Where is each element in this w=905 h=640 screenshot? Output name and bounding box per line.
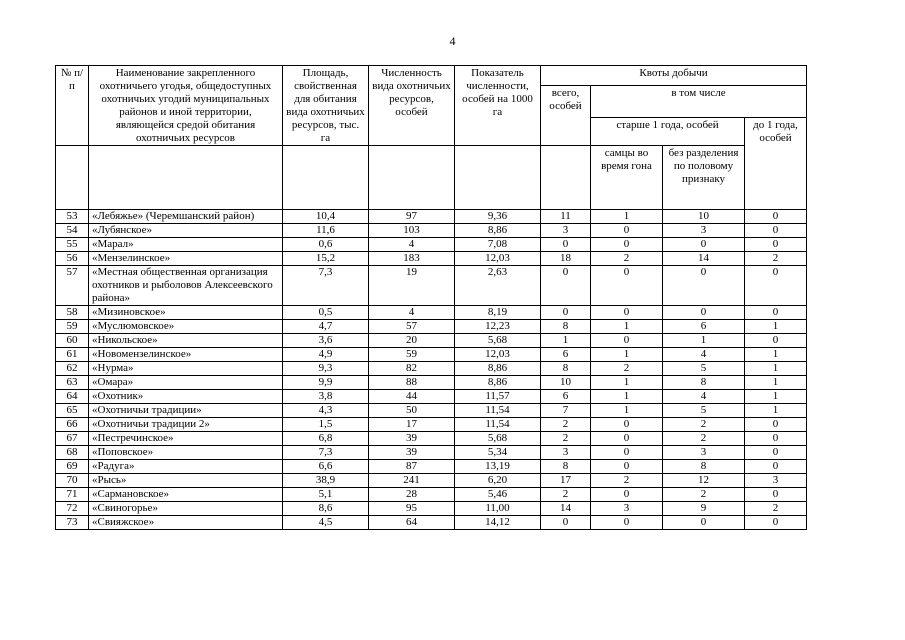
- cell-num: 55: [56, 238, 89, 252]
- cell-density: 8,19: [455, 306, 541, 320]
- cell-males: 1: [591, 404, 663, 418]
- cell-density: 8,86: [455, 362, 541, 376]
- table-row: [56, 502, 807, 516]
- table-row: [56, 460, 807, 474]
- header-count: Численность вида охотничьих ресурсов, особей: [369, 66, 455, 146]
- table-row: [56, 488, 807, 502]
- cell-under: 0: [745, 460, 807, 474]
- cell-name: «Охотник»: [89, 390, 283, 404]
- cell-num: 53: [56, 210, 89, 224]
- cell-name: «Пестречинское»: [89, 432, 283, 446]
- cell-under: 3: [745, 474, 807, 488]
- header-spacer-2: [89, 146, 283, 210]
- table-row: [56, 266, 807, 306]
- header-quota-group: Квоты добычи: [541, 66, 807, 86]
- quota-table: [55, 65, 807, 530]
- cell-nosex: 8: [663, 460, 745, 474]
- cell-area: 5,1: [283, 488, 369, 502]
- cell-nosex: 5: [663, 404, 745, 418]
- cell-num: 67: [56, 432, 89, 446]
- cell-nosex: 5: [663, 362, 745, 376]
- cell-under: 2: [745, 502, 807, 516]
- cell-nosex: 3: [663, 224, 745, 238]
- cell-density: 11,00: [455, 502, 541, 516]
- cell-area: 0,6: [283, 238, 369, 252]
- cell-name: «Охотничьи традиции 2»: [89, 418, 283, 432]
- cell-area: 4,3: [283, 404, 369, 418]
- cell-name: «Местная общественная организация охотников и рыболовов Алексеевского района»: [89, 266, 283, 306]
- header-name: Наименование закрепленного охотничьего угодья, общедоступных охотничьих угодий муниципальных районов и иной территории, являющейся средой обитания охотничьих ресурсов: [89, 66, 283, 146]
- cell-density: 12,23: [455, 320, 541, 334]
- cell-num: 71: [56, 488, 89, 502]
- header-spacer-1: [56, 146, 89, 210]
- cell-area: 6,8: [283, 432, 369, 446]
- cell-num: 60: [56, 334, 89, 348]
- cell-name: «Лубянское»: [89, 224, 283, 238]
- cell-num: 58: [56, 306, 89, 320]
- cell-name: «Лебяжье» (Черемшанский район): [89, 210, 283, 224]
- cell-area: 38,9: [283, 474, 369, 488]
- cell-density: 7,08: [455, 238, 541, 252]
- cell-males: 1: [591, 376, 663, 390]
- cell-count: 64: [369, 516, 455, 530]
- cell-under: 1: [745, 376, 807, 390]
- table-row: [56, 446, 807, 460]
- cell-total: 2: [541, 488, 591, 502]
- cell-name: «Новомензелинское»: [89, 348, 283, 362]
- cell-num: 72: [56, 502, 89, 516]
- cell-name: «Марал»: [89, 238, 283, 252]
- cell-count: 20: [369, 334, 455, 348]
- table-row: [56, 210, 807, 224]
- cell-num: 69: [56, 460, 89, 474]
- cell-males: 2: [591, 474, 663, 488]
- cell-males: 0: [591, 460, 663, 474]
- cell-num: 57: [56, 266, 89, 306]
- cell-name: «Сармановское»: [89, 488, 283, 502]
- cell-total: 0: [541, 516, 591, 530]
- cell-area: 4,9: [283, 348, 369, 362]
- cell-name: «Нурма»: [89, 362, 283, 376]
- cell-density: 5,68: [455, 334, 541, 348]
- table-row: [56, 474, 807, 488]
- cell-density: 12,03: [455, 348, 541, 362]
- cell-under: 0: [745, 418, 807, 432]
- cell-density: 12,03: [455, 252, 541, 266]
- cell-name: «Поповское»: [89, 446, 283, 460]
- cell-males: 1: [591, 320, 663, 334]
- cell-name: «Рысь»: [89, 474, 283, 488]
- cell-area: 15,2: [283, 252, 369, 266]
- cell-count: 19: [369, 266, 455, 306]
- cell-under: 0: [745, 516, 807, 530]
- header-spacer-6: [541, 146, 591, 210]
- page-number: 4: [449, 34, 456, 48]
- cell-nosex: 10: [663, 210, 745, 224]
- cell-under: 2: [745, 252, 807, 266]
- cell-males: 0: [591, 418, 663, 432]
- cell-nosex: 2: [663, 432, 745, 446]
- cell-nosex: 14: [663, 252, 745, 266]
- cell-num: 56: [56, 252, 89, 266]
- header-num: № п/п: [56, 66, 89, 146]
- cell-total: 0: [541, 306, 591, 320]
- cell-total: 10: [541, 376, 591, 390]
- cell-nosex: 12: [663, 474, 745, 488]
- header-spacer-4: [369, 146, 455, 210]
- cell-males: 1: [591, 348, 663, 362]
- header-nosex: без разделения по половому признаку: [663, 146, 745, 210]
- cell-total: 14: [541, 502, 591, 516]
- cell-count: 44: [369, 390, 455, 404]
- table-row: [56, 404, 807, 418]
- cell-under: 0: [745, 334, 807, 348]
- cell-area: 6,6: [283, 460, 369, 474]
- table-row: [56, 334, 807, 348]
- cell-name: «Охотничьи традиции»: [89, 404, 283, 418]
- cell-nosex: 4: [663, 390, 745, 404]
- table-row: [56, 348, 807, 362]
- cell-males: 0: [591, 432, 663, 446]
- table-row: [56, 432, 807, 446]
- cell-under: 1: [745, 390, 807, 404]
- cell-area: 8,6: [283, 502, 369, 516]
- cell-count: 28: [369, 488, 455, 502]
- cell-num: 68: [56, 446, 89, 460]
- cell-males: 2: [591, 362, 663, 376]
- cell-total: 2: [541, 432, 591, 446]
- cell-density: 8,86: [455, 376, 541, 390]
- cell-area: 0,5: [283, 306, 369, 320]
- cell-under: 1: [745, 404, 807, 418]
- header-spacer-3: [283, 146, 369, 210]
- cell-count: 17: [369, 418, 455, 432]
- cell-area: 9,3: [283, 362, 369, 376]
- table-row: [56, 376, 807, 390]
- cell-count: 103: [369, 224, 455, 238]
- cell-count: 87: [369, 460, 455, 474]
- cell-density: 5,34: [455, 446, 541, 460]
- cell-density: 14,12: [455, 516, 541, 530]
- cell-density: 2,63: [455, 266, 541, 306]
- cell-nosex: 9: [663, 502, 745, 516]
- cell-count: 50: [369, 404, 455, 418]
- table-row: [56, 252, 807, 266]
- cell-count: 82: [369, 362, 455, 376]
- cell-count: 241: [369, 474, 455, 488]
- cell-density: 11,54: [455, 418, 541, 432]
- cell-num: 63: [56, 376, 89, 390]
- cell-nosex: 0: [663, 306, 745, 320]
- cell-count: 57: [369, 320, 455, 334]
- cell-name: «Мизиновское»: [89, 306, 283, 320]
- cell-males: 0: [591, 238, 663, 252]
- cell-count: 183: [369, 252, 455, 266]
- cell-nosex: 1: [663, 334, 745, 348]
- header-older: старше 1 года, особей: [591, 117, 745, 146]
- cell-nosex: 4: [663, 348, 745, 362]
- header-area: Площадь, свойственная для обитания вида охотничьих ресурсов, тыс. га: [283, 66, 369, 146]
- cell-count: 39: [369, 446, 455, 460]
- cell-name: «Никольское»: [89, 334, 283, 348]
- header-density: Показатель численности, особей на 1000 га: [455, 66, 541, 146]
- cell-density: 5,46: [455, 488, 541, 502]
- cell-name: «Свияжское»: [89, 516, 283, 530]
- cell-total: 7: [541, 404, 591, 418]
- cell-males: 0: [591, 306, 663, 320]
- cell-males: 3: [591, 502, 663, 516]
- table-row: [56, 224, 807, 238]
- cell-males: 0: [591, 266, 663, 306]
- table-row: [56, 516, 807, 530]
- cell-total: 2: [541, 418, 591, 432]
- cell-under: 0: [745, 238, 807, 252]
- cell-num: 61: [56, 348, 89, 362]
- cell-under: 0: [745, 266, 807, 306]
- cell-count: 4: [369, 238, 455, 252]
- cell-density: 13,19: [455, 460, 541, 474]
- cell-under: 1: [745, 320, 807, 334]
- cell-total: 1: [541, 334, 591, 348]
- cell-area: 7,3: [283, 446, 369, 460]
- cell-males: 0: [591, 516, 663, 530]
- cell-total: 17: [541, 474, 591, 488]
- cell-count: 97: [369, 210, 455, 224]
- header-spacer-5: [455, 146, 541, 210]
- cell-under: 0: [745, 488, 807, 502]
- header-including: в том числе: [591, 86, 807, 118]
- cell-total: 8: [541, 460, 591, 474]
- table-row: [56, 238, 807, 252]
- cell-density: 11,54: [455, 404, 541, 418]
- cell-area: 4,5: [283, 516, 369, 530]
- cell-num: 59: [56, 320, 89, 334]
- cell-count: 59: [369, 348, 455, 362]
- cell-under: 1: [745, 348, 807, 362]
- header-total: всего, особей: [541, 86, 591, 146]
- cell-area: 1,5: [283, 418, 369, 432]
- cell-area: 10,4: [283, 210, 369, 224]
- cell-under: 0: [745, 446, 807, 460]
- cell-nosex: 0: [663, 266, 745, 306]
- cell-total: 8: [541, 362, 591, 376]
- cell-males: 1: [591, 390, 663, 404]
- cell-count: 4: [369, 306, 455, 320]
- cell-name: «Радуга»: [89, 460, 283, 474]
- cell-males: 0: [591, 334, 663, 348]
- table-row: [56, 306, 807, 320]
- cell-num: 64: [56, 390, 89, 404]
- cell-under: 0: [745, 224, 807, 238]
- cell-name: «Мензелинское»: [89, 252, 283, 266]
- cell-density: 5,68: [455, 432, 541, 446]
- cell-males: 1: [591, 210, 663, 224]
- cell-total: 18: [541, 252, 591, 266]
- cell-males: 0: [591, 224, 663, 238]
- cell-total: 3: [541, 224, 591, 238]
- cell-nosex: 3: [663, 446, 745, 460]
- cell-total: 11: [541, 210, 591, 224]
- cell-name: «Омара»: [89, 376, 283, 390]
- table-row: [56, 390, 807, 404]
- cell-nosex: 8: [663, 376, 745, 390]
- cell-under: 0: [745, 306, 807, 320]
- table-row: [56, 418, 807, 432]
- cell-nosex: 2: [663, 418, 745, 432]
- cell-total: 6: [541, 348, 591, 362]
- cell-nosex: 0: [663, 516, 745, 530]
- cell-under: 1: [745, 362, 807, 376]
- cell-num: 73: [56, 516, 89, 530]
- cell-count: 88: [369, 376, 455, 390]
- table-row: [56, 320, 807, 334]
- header-under: до 1 года, особей: [745, 117, 807, 210]
- cell-males: 0: [591, 488, 663, 502]
- cell-name: «Муслюмовское»: [89, 320, 283, 334]
- table-body: [56, 210, 807, 530]
- cell-area: 3,8: [283, 390, 369, 404]
- cell-count: 95: [369, 502, 455, 516]
- cell-nosex: 6: [663, 320, 745, 334]
- cell-total: 8: [541, 320, 591, 334]
- cell-density: 6,20: [455, 474, 541, 488]
- table-row: [56, 362, 807, 376]
- cell-name: «Свиногорье»: [89, 502, 283, 516]
- cell-area: 9,9: [283, 376, 369, 390]
- cell-num: 65: [56, 404, 89, 418]
- cell-nosex: 2: [663, 488, 745, 502]
- header-males: самцы во время гона: [591, 146, 663, 210]
- cell-under: 0: [745, 432, 807, 446]
- cell-num: 54: [56, 224, 89, 238]
- cell-males: 2: [591, 252, 663, 266]
- cell-num: 70: [56, 474, 89, 488]
- cell-total: 6: [541, 390, 591, 404]
- cell-area: 11,6: [283, 224, 369, 238]
- cell-area: 3,6: [283, 334, 369, 348]
- cell-num: 66: [56, 418, 89, 432]
- cell-total: 0: [541, 266, 591, 306]
- cell-total: 3: [541, 446, 591, 460]
- cell-nosex: 0: [663, 238, 745, 252]
- cell-area: 4,7: [283, 320, 369, 334]
- cell-density: 11,57: [455, 390, 541, 404]
- cell-density: 8,86: [455, 224, 541, 238]
- cell-under: 0: [745, 210, 807, 224]
- cell-males: 0: [591, 446, 663, 460]
- cell-num: 62: [56, 362, 89, 376]
- cell-total: 0: [541, 238, 591, 252]
- cell-density: 9,36: [455, 210, 541, 224]
- cell-area: 7,3: [283, 266, 369, 306]
- cell-count: 39: [369, 432, 455, 446]
